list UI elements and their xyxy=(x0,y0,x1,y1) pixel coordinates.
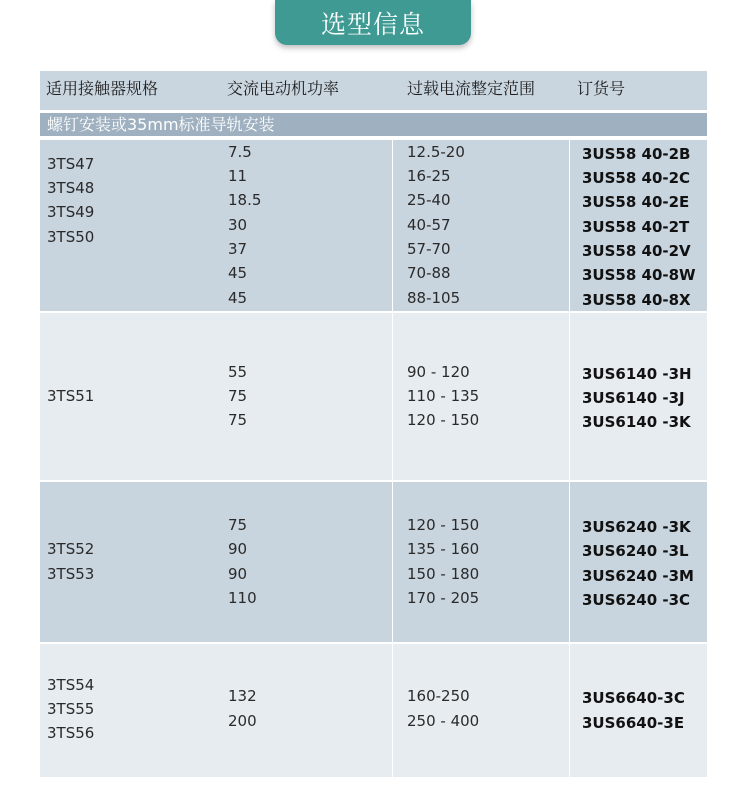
contactor-model: 3TS49 xyxy=(47,203,95,221)
cell-contactor-power xyxy=(40,313,392,480)
header-contactor: 适用接触器规格 xyxy=(46,79,159,98)
cell-contactor-power xyxy=(40,140,392,311)
motor-power: 7.5 xyxy=(228,143,252,161)
current-range: 110 - 135 xyxy=(407,387,480,405)
current-range: 170 - 205 xyxy=(407,589,480,607)
motor-power: 11 xyxy=(228,167,248,185)
current-range: 150 - 180 xyxy=(407,565,480,583)
motor-power: 75 xyxy=(228,411,248,429)
order-number: 3US6140 -3J xyxy=(582,389,685,407)
contactor-model: 3TS56 xyxy=(47,724,95,742)
table-section xyxy=(40,140,707,311)
contactor-model: 3TS54 xyxy=(47,676,95,694)
order-number: 3US58 40-8W xyxy=(582,266,696,284)
motor-power: 45 xyxy=(228,289,248,307)
motor-power: 30 xyxy=(228,216,248,234)
cell-order-number xyxy=(570,482,707,642)
current-range: 70-88 xyxy=(407,264,451,282)
header-motor-power: 交流电动机功率 xyxy=(227,79,340,98)
order-number: 3US6140 -3K xyxy=(582,413,691,431)
order-number: 3US58 40-2B xyxy=(582,145,691,163)
current-range: 135 - 160 xyxy=(407,540,480,558)
cell-contactor-power xyxy=(40,482,392,642)
order-number: 3US6240 -3C xyxy=(582,591,691,609)
contactor-model: 3TS50 xyxy=(47,228,95,246)
contactor-model: 3TS52 xyxy=(47,540,95,558)
cell-current-range xyxy=(393,140,569,311)
order-number: 3US6640-3C xyxy=(582,689,685,707)
table-section xyxy=(40,644,707,777)
contactor-model: 3TS48 xyxy=(47,179,95,197)
motor-power: 132 xyxy=(228,687,257,705)
table-section xyxy=(40,482,707,642)
header-current-range: 过载电流整定范围 xyxy=(407,79,536,98)
current-range: 25-40 xyxy=(407,191,451,209)
order-number: 3US58 40-2E xyxy=(582,193,690,211)
motor-power: 18.5 xyxy=(228,191,262,209)
order-number: 3US6240 -3L xyxy=(582,542,689,560)
contactor-model: 3TS51 xyxy=(47,387,95,405)
cell-contactor-power xyxy=(40,644,392,777)
current-range: 40-57 xyxy=(407,216,451,234)
cell-order-number xyxy=(570,140,707,311)
motor-power: 75 xyxy=(228,387,248,405)
motor-power: 90 xyxy=(228,540,248,558)
mounting-subheader-text: 螺钉安装或35mm标准导轨安装 xyxy=(47,115,275,134)
motor-power: 110 xyxy=(228,589,257,607)
order-number: 3US6240 -3M xyxy=(582,567,694,585)
cell-current-range xyxy=(393,313,569,480)
order-number: 3US6240 -3K xyxy=(582,518,691,536)
current-range: 12.5-20 xyxy=(407,143,465,161)
current-range: 57-70 xyxy=(407,240,451,258)
current-range: 250 - 400 xyxy=(407,712,480,730)
order-number: 3US58 40-2V xyxy=(582,242,691,260)
motor-power: 90 xyxy=(228,565,248,583)
cell-order-number xyxy=(570,313,707,480)
current-range: 160-250 xyxy=(407,687,470,705)
contactor-model: 3TS47 xyxy=(47,155,95,173)
current-range: 120 - 150 xyxy=(407,411,480,429)
table-section xyxy=(40,313,707,480)
page-title: 选型信息 xyxy=(275,0,471,45)
motor-power: 75 xyxy=(228,516,248,534)
motor-power: 37 xyxy=(228,240,248,258)
current-range: 16-25 xyxy=(407,167,451,185)
cell-current-range xyxy=(393,644,569,777)
motor-power: 200 xyxy=(228,712,257,730)
cell-current-range xyxy=(393,482,569,642)
order-number: 3US6640-3E xyxy=(582,714,685,732)
header-order-number: 订货号 xyxy=(577,79,626,98)
mounting-subheader xyxy=(40,113,707,136)
current-range: 90 - 120 xyxy=(407,363,470,381)
order-number: 3US58 40-2T xyxy=(582,218,690,236)
table-header xyxy=(40,71,707,110)
motor-power: 55 xyxy=(228,363,248,381)
current-range: 120 - 150 xyxy=(407,516,480,534)
order-number: 3US58 40-2C xyxy=(582,169,691,187)
order-number: 3US58 40-8X xyxy=(582,291,691,309)
order-number: 3US6140 -3H xyxy=(582,365,692,383)
contactor-model: 3TS55 xyxy=(47,700,95,718)
motor-power: 45 xyxy=(228,264,248,282)
cell-order-number xyxy=(570,644,707,777)
contactor-model: 3TS53 xyxy=(47,565,95,583)
current-range: 88-105 xyxy=(407,289,461,307)
